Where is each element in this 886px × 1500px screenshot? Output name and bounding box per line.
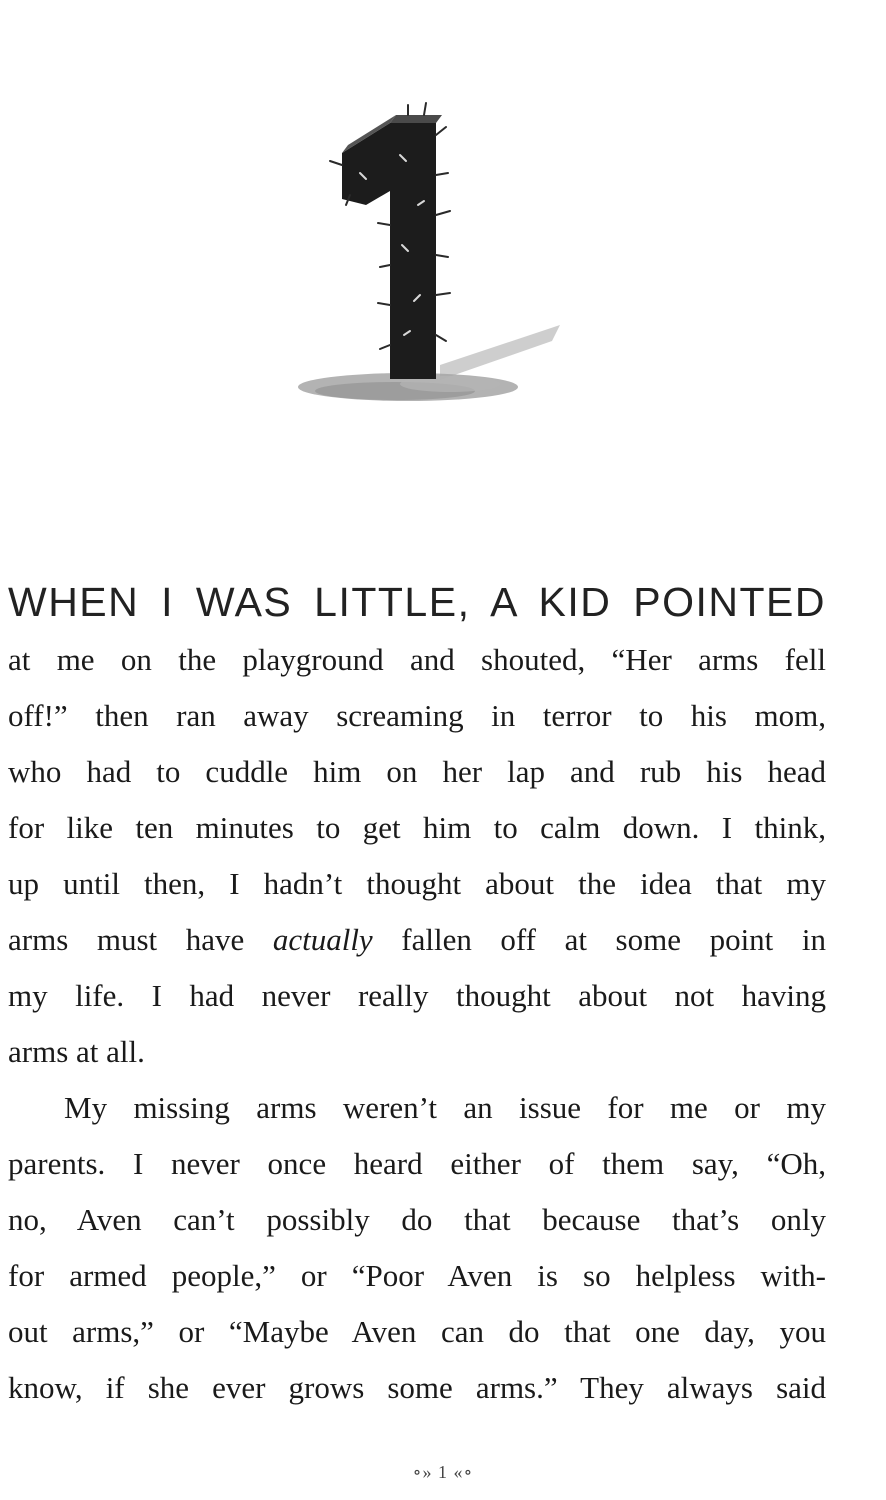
line-text-before: arms must have (8, 922, 273, 957)
paragraph-line: parents. I never once heard either of them say, “Oh, (8, 1146, 826, 1181)
paragraph-line: at me on the playground and shouted, “Her arms fell (8, 642, 826, 677)
chapter-opening-heading: WHEN I WAS LITTLE, A KID POINTED (8, 579, 826, 625)
paragraph-line: know, if she ever grows some arms.” They always said (8, 1370, 826, 1405)
paragraph-line: My missing arms weren’t an issue for me or my (64, 1090, 826, 1125)
chapter-body-text (8, 632, 826, 1416)
paragraph-line: off!” then ran away screaming in terror to his mom, (8, 698, 826, 733)
cactus-number-one-icon (290, 95, 570, 415)
paragraph-line: up until then, I hadn’t thought about the idea that my (8, 866, 826, 901)
paragraph-line: for like ten minutes to get him to calm down. I think, (8, 810, 826, 845)
paragraph-line: my life. I had never really thought about not having (8, 978, 826, 1013)
paragraph-line: for armed people,” or “Poor Aven is so helpless with- (8, 1258, 826, 1293)
paragraph-line: who had to cuddle him on her lap and rub his head (8, 754, 826, 789)
line-text-after: fallen off at some point in (372, 922, 826, 957)
page-number: ∘» 1 «∘ (412, 1462, 474, 1482)
paragraph-line: no, Aven can’t possibly do that because that’s only (8, 1202, 826, 1237)
emphasized-word: actually (272, 922, 373, 957)
paragraph-line-emphasis (8, 912, 826, 968)
paragraph-line: out arms,” or “Maybe Aven can do that one day, you (8, 1314, 826, 1349)
chapter-number-illustration (290, 95, 570, 415)
paragraph-line: arms at all. (8, 1034, 145, 1069)
